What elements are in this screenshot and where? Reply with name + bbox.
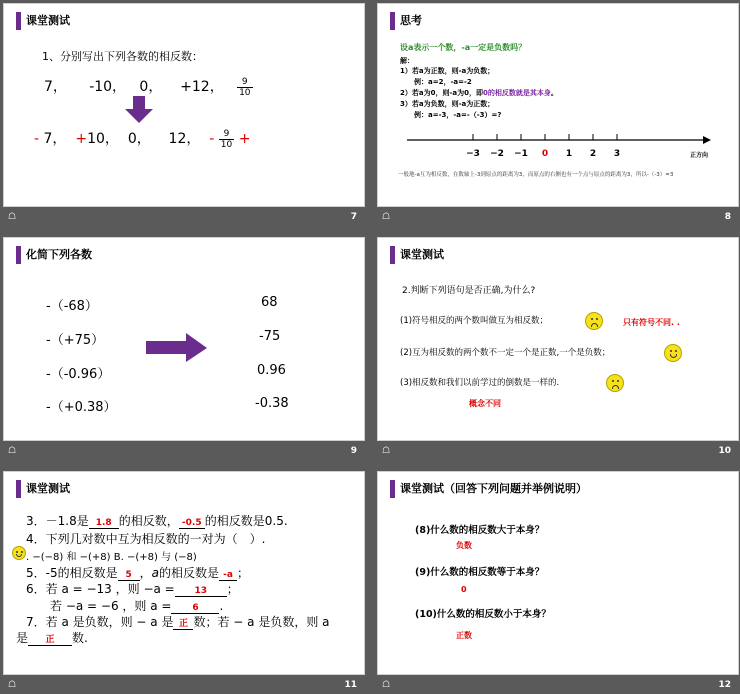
slide-12-footer [377, 678, 737, 694]
result-item: -0.38 [255, 396, 289, 411]
line-4: 3）若a为负数，则-a为正数； [400, 100, 495, 108]
result-item: 0.96 [257, 363, 286, 378]
sign-minus: - [209, 131, 219, 147]
line-3: 2）若a为0，则-a为0，即0的相反数就是其本身。 [400, 89, 558, 97]
slide-9[interactable] [3, 237, 365, 441]
number-line [403, 130, 723, 162]
line-2: 例：a=2，-a=-2 [414, 78, 472, 86]
slide-9-footer [3, 444, 363, 460]
title-accent-bar [16, 246, 21, 264]
statement-1: (1)符号相反的两个数叫做互为相反数； [400, 316, 549, 326]
presenter-icon[interactable]: ☖ [8, 680, 17, 690]
slide-title: 课堂测试 [400, 248, 444, 261]
tick-label: 2 [589, 149, 597, 159]
number-item: 7， [44, 79, 67, 95]
slide-number: 8 [724, 212, 731, 222]
slide-11-footer [3, 678, 363, 694]
question-9: (9)什么数的相反数等于本身？ [415, 567, 545, 578]
expression-item: -（-68） [46, 299, 98, 314]
happy-face-icon [12, 546, 26, 560]
statement-3: (3)相反数和我们以前学过的倒数是一样的. [400, 378, 560, 388]
presenter-icon[interactable]: ☖ [8, 446, 17, 456]
question-3: 3．－1.8是 1.8 的相反数， -0.5 的相反数是0.5. [26, 514, 288, 528]
slide-title: 化简下列各数 [26, 248, 92, 261]
slide-11[interactable] [3, 471, 365, 675]
tick-label: 3 [613, 149, 621, 159]
tick-label: −3 [466, 149, 480, 159]
sad-face-icon [606, 374, 624, 392]
title-accent-bar [390, 480, 395, 498]
slide-8[interactable] [377, 3, 739, 207]
slide-7-footer [3, 210, 363, 226]
slide-title: 课堂测试 [26, 14, 70, 27]
question-7b: 是 正 数. [16, 631, 88, 645]
question-4-options: . −(−8) 和 −(+8) B. −(+8) 与 (−8) [26, 552, 197, 563]
presenter-icon[interactable]: ☖ [382, 446, 391, 456]
title-accent-bar [16, 480, 21, 498]
title-accent-bar [390, 246, 395, 264]
slide-12[interactable] [377, 471, 739, 675]
answer-item: 0， [127, 131, 151, 147]
tick-label: 1 [565, 149, 573, 159]
answer-1: 只有符号不同. . [623, 318, 680, 327]
answer-blank[interactable]: -0.5 [179, 518, 205, 529]
sad-face-icon [585, 312, 603, 330]
slide-number: 12 [718, 680, 731, 690]
fraction: $\frac{9}{10}$ [220, 128, 233, 150]
sign-minus: - [34, 131, 44, 147]
answer-blank[interactable]: 正 [28, 632, 72, 646]
slide-number: 11 [344, 680, 357, 690]
explanation-note: 一般地-a互为相反数，在数轴上-3到原点的距离为3，而原点的右侧也有一个点与原点的距离为3，所以-（-3）=3 [398, 172, 674, 178]
highlight-text: 0的相反数就是其本身 [482, 89, 551, 97]
slide-10-footer [377, 444, 737, 460]
question-6a: 6．若 a = −13 ，则 −a = 13 ； [26, 582, 239, 596]
answer-blank[interactable]: 5 [118, 570, 140, 581]
line-5: 例：a=-3，-a=-（-3）=? [414, 111, 502, 119]
answer-blank[interactable]: 1.8 [89, 518, 119, 529]
question-7a: 7．若 a 是负数，则 − a 是 正 数；若 − a 是负数，则 a [26, 615, 330, 629]
tick-label: 0 [541, 149, 549, 159]
down-arrow-icon [124, 96, 154, 124]
question-4: 4．下列几对数中互为相反数的一对为（ ）. [26, 532, 266, 546]
direction-label: 正方向 [690, 152, 709, 159]
result-item: -75 [259, 329, 281, 344]
question-10: (10)什么数的相反数小于本身？ [415, 609, 551, 620]
happy-face-icon [664, 344, 682, 362]
tick-label: −2 [490, 149, 504, 159]
sign-plus: + [75, 131, 88, 147]
slide-number: 7 [350, 212, 357, 222]
answer-3: 概念不同 [469, 399, 501, 408]
fraction: $\frac{9}{10}$ [239, 76, 251, 98]
question-text: 1、分别写出下列各数的相反数： [42, 50, 203, 63]
answer-blank[interactable]: 正 [173, 616, 193, 630]
question-text: 2.判断下列语句是否正确,为什么? [402, 286, 536, 296]
expression-item: -（+75） [46, 333, 105, 348]
numbers-row [44, 76, 253, 98]
right-arrow-icon [146, 333, 208, 363]
solve-label: 解： [400, 57, 414, 65]
slide-7[interactable] [3, 3, 365, 207]
answer-blank[interactable]: 6 [171, 603, 219, 614]
answer-blank[interactable]: 13 [175, 586, 227, 597]
number-line-ticks [466, 134, 620, 159]
sign-plus: + [238, 131, 251, 147]
answer-item: 7， [43, 131, 67, 147]
result-item: 68 [261, 295, 278, 310]
question-8: (8)什么数的相反数大于本身？ [415, 525, 545, 536]
slide-10[interactable] [377, 237, 739, 441]
answer-item: 10， [87, 131, 119, 147]
expression-item: -（+0.38） [46, 400, 117, 415]
question-6b: 若 −a = −6 ，则 a = 6 . [50, 599, 224, 613]
answer-8: 负数 [456, 541, 472, 550]
answers-row [34, 128, 250, 150]
number-item: 0， [139, 79, 163, 95]
expression-item: -（-0.96） [46, 367, 111, 382]
statement-2: (2)互为相反数的两个数不一定一个是正数,一个是负数； [400, 348, 611, 358]
answer-10: 正数 [456, 631, 472, 640]
number-item: -10， [89, 79, 127, 95]
title-accent-bar [16, 12, 21, 30]
question-5: 5．-5的相反数是 5 ，a的相反数是 -a ； [26, 566, 250, 580]
question-text: 设a表示一个数，-a一定是负数吗？ [400, 43, 527, 52]
tick-label: −1 [514, 149, 528, 159]
slide-title: 课堂测试 [26, 482, 70, 495]
presenter-icon[interactable]: ☖ [382, 212, 391, 222]
slide-number: 9 [350, 446, 357, 456]
slide-8-footer [377, 210, 737, 226]
answer-blank[interactable]: -a [219, 570, 237, 581]
number-item: +12， [180, 79, 224, 95]
presenter-icon[interactable]: ☖ [8, 212, 17, 222]
presenter-icon[interactable]: ☖ [382, 680, 391, 690]
title-accent-bar [390, 12, 395, 30]
answer-9: 0 [461, 585, 467, 594]
slide-title: 思考 [400, 14, 422, 27]
line-1: 1）若a为正数，则-a为负数； [400, 67, 495, 75]
answer-item: 12， [168, 131, 201, 147]
slide-title: 课堂测试（回答下列问题并举例说明） [400, 482, 587, 495]
slide-number: 10 [718, 446, 731, 456]
